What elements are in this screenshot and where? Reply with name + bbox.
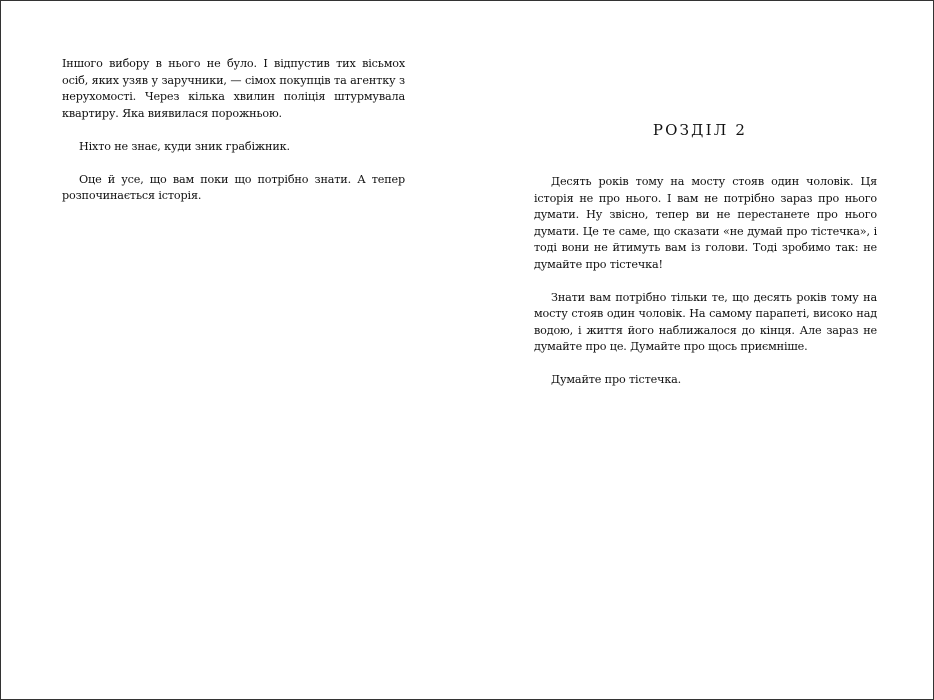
left-page-text xyxy=(62,56,405,221)
paragraph: Знати вам потрібно тільки те, що десять років тому на мосту стояв один чоловік. На самому парапеті, високо над водою, і життя його наближалося до кінця. Але зараз не думайте про це. Думайте про щось приємніше. xyxy=(534,290,877,353)
paragraph: Оце й усе, що вам поки що потрібно знати. А тепер розпочинається історія. xyxy=(62,172,405,202)
paragraph: Десять років тому на мосту стояв один чоловік. Ця історія не про нього. І вам не потрібно зараз про нього думати. Ну звісно, тепер ви не перестанете про нього думати. Це те саме, що сказати «не думай про тістечка», і тоді вони не йтимуть вам із голови. Тоді зробимо так: не думайте про тістечка! xyxy=(534,175,877,271)
right-page xyxy=(467,1,933,699)
chapter-title: РОЗДІЛ 2 xyxy=(652,121,748,139)
paragraph: Думайте про тістечка. xyxy=(551,373,682,386)
left-page xyxy=(1,1,467,699)
paragraph: Ніхто не знає, куди зник грабіжник. xyxy=(79,139,290,153)
paragraph: Іншого вибору в нього не було. І відпустив тих вісьмох осіб, яких узяв у заручники, — сімох покупців та агентку з нерухомості. Через кілька хвилин поліція штурмувала квартиру. Яка виявилася порожньою. xyxy=(62,57,405,120)
right-page-text xyxy=(534,174,877,405)
